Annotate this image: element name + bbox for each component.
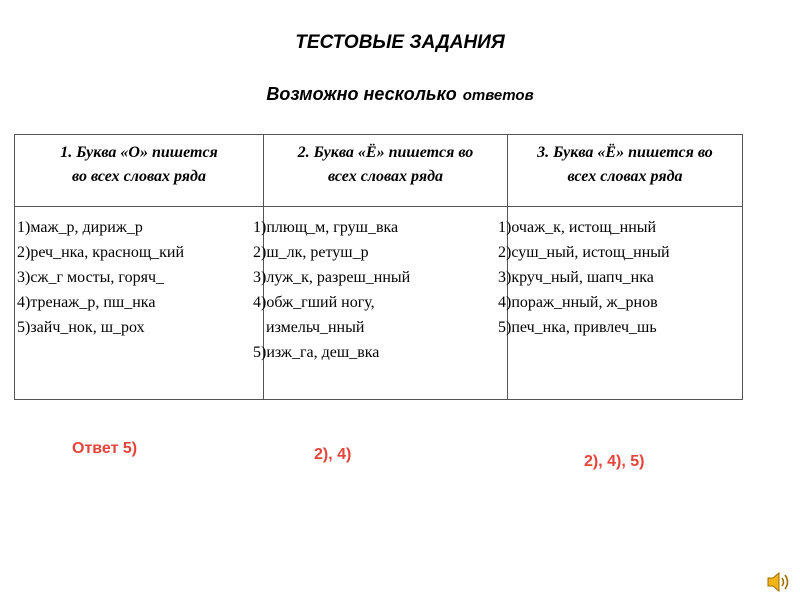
column-3-header-line2: всех словах ряда [567,168,683,185]
column-3-list [498,215,670,340]
subtitle [0,84,800,105]
answer-column-2: 2), 4) [314,446,352,463]
list-item: 2)ш_лк, ретуш_р [253,244,369,261]
list-item: 2)суш_ный, истощ_нный [498,244,670,261]
list-item: 1)очаж_к, истощ_нный [498,219,657,236]
subtitle-small: ответов [462,87,534,104]
column-1-list [17,215,184,340]
column-3-header [508,141,742,189]
list-item: 5)зайч_нок, ш_рох [17,319,145,336]
column-2-header [264,141,507,189]
page-title: ТЕСТОВЫЕ ЗАДАНИЯ [295,32,505,53]
list-item: 3)круч_ный, шапч_нка [498,269,654,286]
subtitle-main: Возможно несколько [266,84,457,104]
list-item: 2)реч_нка, краснощ_кий [17,244,185,261]
column-1-header-line2: во всех словах ряда [72,168,206,185]
list-item: 5)печ_нка, привлеч_шь [498,319,657,336]
speaker-icon[interactable] [766,571,792,593]
column-3-header-line1: 3. Буква «Ё» пишется во [537,144,713,161]
list-item: 1)маж_р, дириж_р [17,219,143,236]
list-item-continuation: измельч_нный [266,319,365,336]
column-2-header-line2: всех словах ряда [327,168,444,185]
list-item: 4)обж_гший ногу, [253,294,375,311]
answer-column-3: 2), 4), 5) [584,453,645,470]
list-item: 4)пораж_нный, ж_рнов [498,294,658,311]
list-item: 1)плющ_м, груш_вка [253,219,399,236]
header-divider [15,206,742,207]
list-item: 4)тренаж_р, пш_нка [17,294,156,311]
column-2-list [253,215,410,365]
task-table [14,134,743,400]
list-item: 3)луж_к, разреш_нный [253,269,411,286]
column-2-header-line1: 2. Буква «Ё» пишется во [297,144,474,161]
list-item: 5)изж_га, деш_вка [253,344,380,361]
column-1-header-line1: 1. Буква «О» пишется [60,144,218,161]
answer-column-1: Ответ 5) [72,440,138,457]
list-item: 3)сж_г мосты, горяч_ [17,269,164,286]
column-1-header [15,141,263,189]
